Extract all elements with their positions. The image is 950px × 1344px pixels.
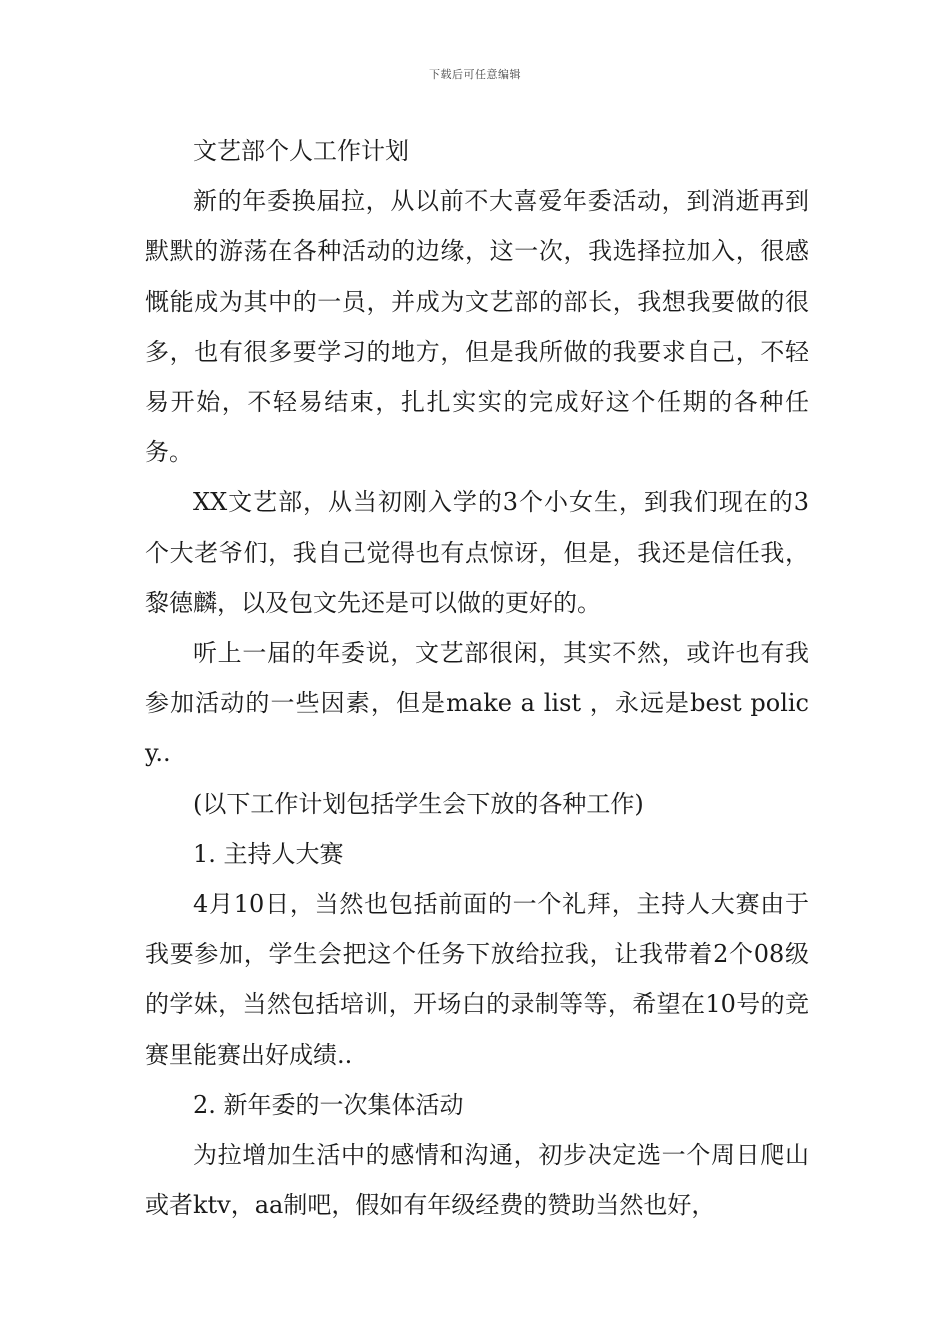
document-body (145, 126, 809, 1230)
section-heading-1: 1. 主持人大赛 (193, 839, 344, 868)
header-note: 下载后可任意编辑 (429, 68, 521, 81)
section-heading-2: 2. 新年委的一次集体活动 (193, 1090, 464, 1119)
paragraph-intro: 新的年委换届拉，从以前不大喜爱年委活动，到消逝再到默默的游荡在各种活动的边缘，这一次，我选择拉加入，很感慨能成为其中的一员，并成为文艺部的部长，我想我要做的很多，也有很多要学习的地方，但是我所做的我要求自己，不轻易开始，不轻易结束，扎扎实实的完成好这个任期的各种任务。 (145, 187, 809, 467)
paragraph-list: 听上一届的年委说，文艺部很闲，其实不然，或许也有我参加活动的一些因素，但是make a list ，永远是best policy.. (145, 639, 809, 768)
document-title: 文艺部个人工作计划 (193, 137, 409, 165)
paragraph-department: XX文艺部，从当初刚入学的3个小女生，到我们现在的3个大老爷们，我自己觉得也有点惊讶，但是，我还是信任我，黎德麟，以及包文先还是可以做的更好的。 (145, 488, 809, 617)
paragraph-group-activity: 为拉增加生活中的感情和沟通，初步决定选一个周日爬山或者ktv，aa制吧，假如有年级经费的赞助当然也好， (145, 1141, 809, 1220)
paragraph-note: (以下工作计划包括学生会下放的各种工作) (193, 789, 644, 818)
paragraph-host-contest: 4月10日，当然也包括前面的一个礼拜，主持人大赛由于我要参加，学生会把这个任务下放给拉我，让我带着2个08级的学妹，当然包括培训，开场白的录制等等，希望在10号的竞赛里能赛出好成绩.. (145, 890, 809, 1069)
